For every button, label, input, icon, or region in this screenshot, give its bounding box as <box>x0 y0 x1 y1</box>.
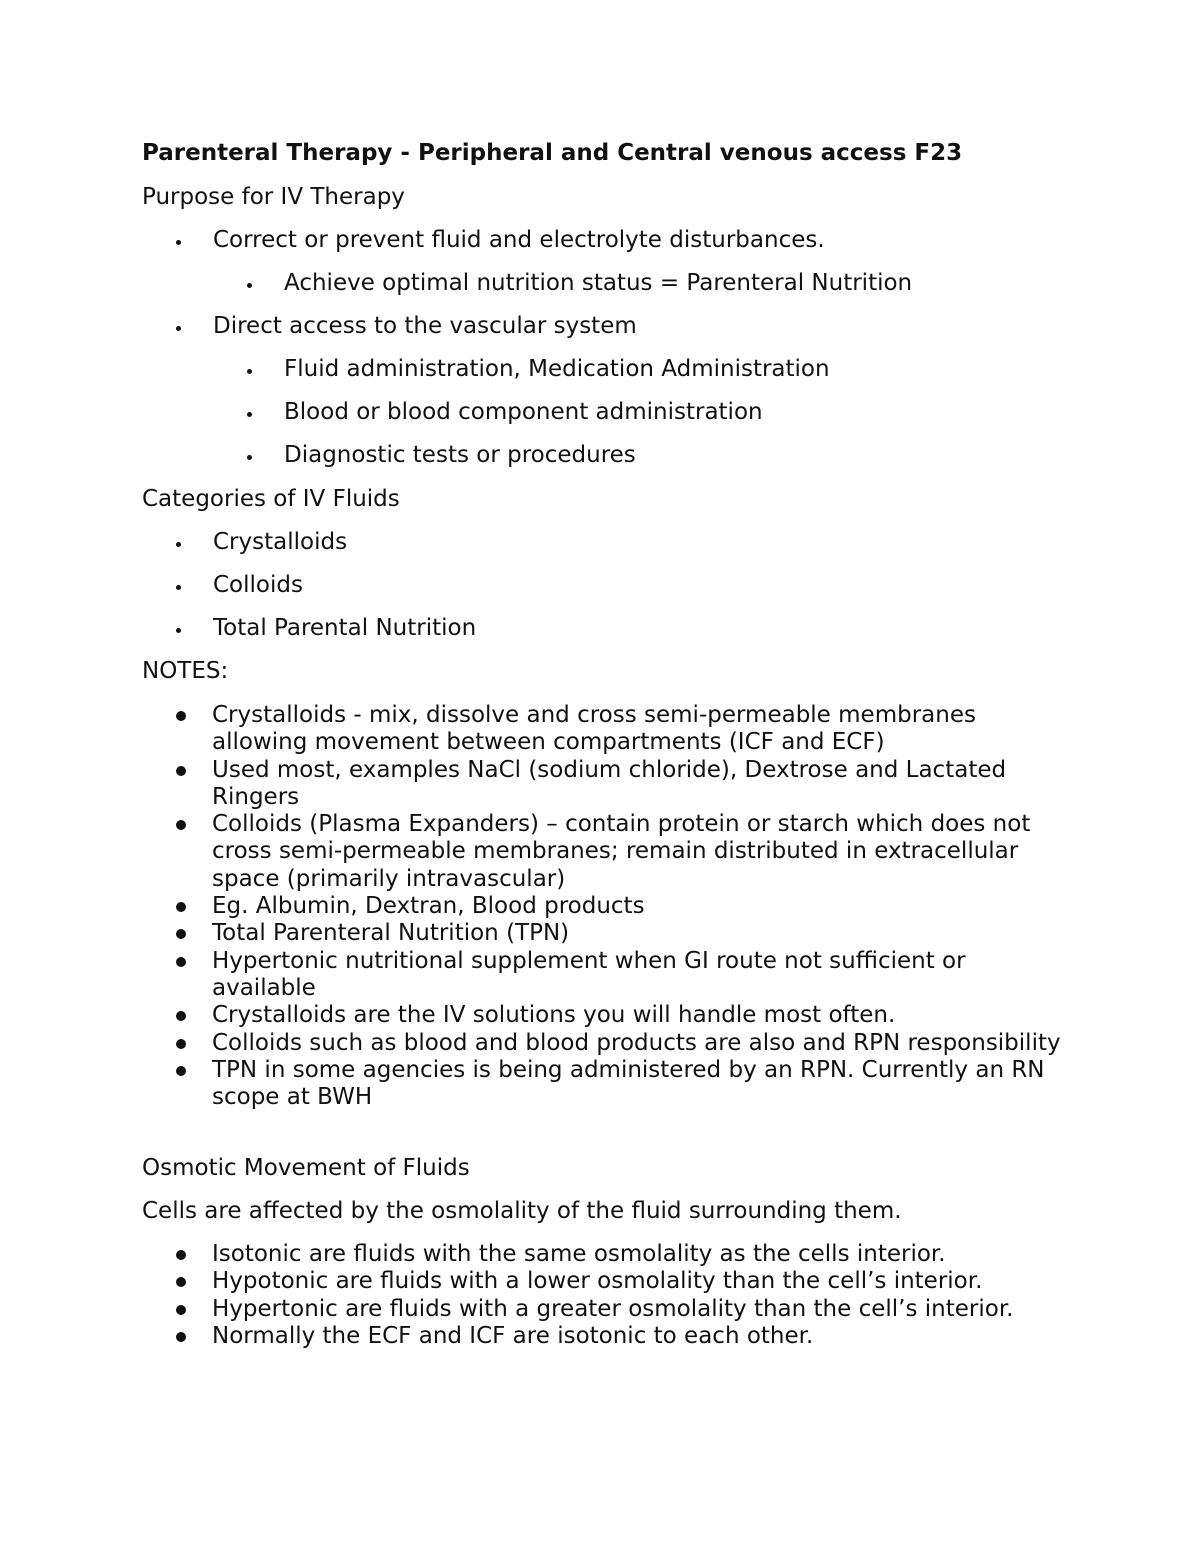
list-item: TPN in some agencies is being administered by an RPN. Currently an RN scope at BWH <box>142 1057 1062 1112</box>
bullet-icon <box>247 455 252 460</box>
list-item: Total Parenteral Nutrition (TPN) <box>142 920 1062 947</box>
list-item: Colloids such as blood and blood products are also and RPN responsibility <box>142 1030 1062 1057</box>
list-item: Eg. Albumin, Dextran, Blood products <box>142 893 1062 920</box>
list-item: Hypertonic are fluids with a greater osmolality than the cell’s interior. <box>142 1296 1062 1323</box>
list-item: Crystalloids are the IV solutions you will handle most often. <box>142 1002 1062 1029</box>
osmotic-intro: Cells are affected by the osmolality of the fluid surrounding them. <box>142 1198 902 1224</box>
list-item: Hypertonic nutritional supplement when GI route not sufficient or available <box>142 948 1062 1003</box>
bullet-icon <box>176 628 181 633</box>
bullet-icon <box>176 1011 186 1021</box>
bullet-icon <box>176 929 186 939</box>
bullet-icon <box>176 820 186 830</box>
bullet-icon <box>247 412 252 417</box>
list-item: Hypotonic are fluids with a lower osmolality than the cell’s interior. <box>142 1268 1062 1295</box>
document-page: Parenteral Therapy - Peripheral and Central venous access F23 Purpose for IV Therapy Correct or prevent fluid and electrolyte disturbances. Achieve optimal nutrition status = Parenteral Nutrition Direct access to the vascular system Fluid administration, Medication Administration Blood or blood component administration Diagnostic tests or procedures Categories of IV Fluids Crystalloids Colloids Total Parental Nutrition NOTES: Crystalloids - mix, dissolve and cross semi-permeable membranes allowing movement between compartments (ICF and ECF) Used most, examples NaCl (sodium chloride), Dextrose and Lactated Ringers Colloids (Plasma Expanders) – contain protein or starch which does not cross semi-permeable membranes; remain distributed in extracellular space (primarily intravascular) Eg. Albumin, Dextran, Blood products Total Parenteral Nutrition (TPN) Hypertonic nutritional supplement when GI route not sufficient or available Crystalloids are the IV solutions you will handle most often. Colloids such as blood and blood products are also and RPN responsibility TPN in some agencies is being administered by an RPN. Currently an RN scope at BWH Osmotic Movement of Fluids Cells are affected by the osmolality of the fluid surrounding them. Isotonic are fluids with the same osmolality as the cells interior. Hypotonic are fluids with a lower osmolality than the cell’s interior. Hypertonic are fluids with a greater osmolality than the cell’s interior. Normally the ECF and ICF are isotonic to each other. <box>142 140 1061 1349</box>
purpose-heading: Purpose for IV Therapy <box>142 184 405 210</box>
bullet-icon <box>176 902 186 912</box>
bullet-icon <box>176 766 186 776</box>
document-title: Parenteral Therapy - Peripheral and Central venous access F23 <box>142 140 963 166</box>
osmotic-list <box>142 1241 1062 1350</box>
notes-list <box>142 702 1062 1111</box>
bullet-icon <box>176 1332 186 1342</box>
bullet-icon <box>176 326 181 331</box>
bullet-icon <box>247 369 252 374</box>
bullet-icon <box>176 1277 186 1287</box>
bullet-icon <box>176 585 181 590</box>
notes-heading: NOTES: <box>142 658 229 684</box>
list-item: Isotonic are fluids with the same osmolality as the cells interior. <box>142 1241 1062 1268</box>
bullet-icon <box>176 1039 186 1049</box>
bullet-icon <box>176 1250 186 1260</box>
bullet-icon <box>176 711 186 721</box>
categories-heading: Categories of IV Fluids <box>142 486 400 512</box>
list-item: Crystalloids - mix, dissolve and cross semi-permeable membranes allowing movement between compartments (ICF and ECF) <box>142 702 1062 757</box>
bullet-icon <box>176 240 181 245</box>
bullet-icon <box>176 957 186 967</box>
list-item: Used most, examples NaCl (sodium chloride), Dextrose and Lactated Ringers <box>142 757 1062 812</box>
list-item: Normally the ECF and ICF are isotonic to each other. <box>142 1323 1062 1350</box>
bullet-icon <box>176 542 181 547</box>
osmotic-heading: Osmotic Movement of Fluids <box>142 1155 470 1181</box>
bullet-icon <box>247 283 252 288</box>
bullet-icon <box>176 1066 186 1076</box>
list-item: Colloids (Plasma Expanders) – contain protein or starch which does not cross semi-permeable membranes; remain distributed in extracellular space (primarily intravascular) <box>142 811 1062 893</box>
bullet-icon <box>176 1305 186 1315</box>
